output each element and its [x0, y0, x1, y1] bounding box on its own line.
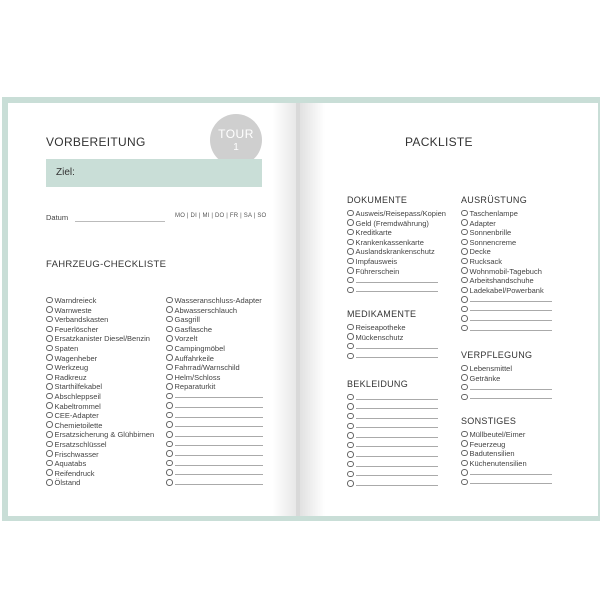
checklist-item [46, 344, 154, 354]
checklist-item [46, 440, 154, 450]
blank-checklist-item [166, 421, 263, 431]
checkbox-circle[interactable] [347, 333, 354, 340]
blank-checklist-item [347, 441, 438, 451]
checklist-item [46, 459, 154, 469]
section-title-sonstiges: SONSTIGES [461, 416, 517, 426]
checkbox-circle[interactable] [46, 297, 53, 304]
blank-write-line[interactable] [356, 348, 438, 349]
checklist-item [166, 306, 263, 316]
checkbox-circle[interactable] [461, 239, 468, 246]
checkbox-circle[interactable] [166, 421, 173, 428]
checklist-item-label: Abschleppseil [54, 391, 101, 401]
checklist-item [461, 219, 552, 229]
checklist-item [461, 286, 552, 296]
page-title-packliste: PACKLISTE [405, 135, 473, 149]
checkbox-circle[interactable] [347, 423, 354, 430]
blank-checklist-item [461, 393, 552, 403]
spine [296, 103, 300, 516]
checkbox-circle[interactable] [461, 219, 468, 226]
checklist-col-1 [46, 296, 154, 488]
checkbox-circle[interactable] [347, 480, 354, 487]
checklist-item-label: Impfausweis [355, 256, 398, 266]
blank-write-line[interactable] [470, 474, 552, 475]
checkbox-circle[interactable] [166, 469, 173, 476]
checkbox-circle[interactable] [166, 412, 173, 419]
blank-checklist-item [347, 342, 438, 352]
blank-write-line[interactable] [175, 445, 263, 446]
blank-checklist-item [347, 393, 438, 403]
checkbox-circle[interactable] [461, 277, 468, 284]
checkbox-circle[interactable] [347, 432, 354, 439]
list-verpflegung [461, 364, 552, 402]
checklist-item [46, 354, 154, 364]
checklist-item [347, 333, 438, 343]
checklist-item [46, 373, 154, 383]
section-title-ausruestung: AUSRÜSTUNG [461, 195, 528, 205]
blank-write-line[interactable] [356, 282, 438, 283]
checkbox-circle[interactable] [461, 229, 468, 236]
checkbox-circle[interactable] [46, 402, 53, 409]
blank-write-line[interactable] [175, 465, 263, 466]
checklist-item-label: Lebensmittel [469, 364, 513, 373]
blank-write-line[interactable] [175, 474, 263, 475]
checkbox-circle[interactable] [46, 326, 53, 333]
blank-write-line[interactable] [356, 427, 438, 428]
checklist-item-label: Kreditkarte [355, 228, 392, 238]
checkbox-circle[interactable] [461, 287, 468, 294]
checklist-item-label: Feuerzeug [469, 439, 506, 449]
blank-write-line[interactable] [175, 397, 263, 398]
checklist-item [46, 382, 154, 392]
checklist-item [46, 363, 154, 373]
blank-write-line[interactable] [175, 417, 263, 418]
checkbox-circle[interactable] [347, 442, 354, 449]
checkbox-circle[interactable] [347, 277, 354, 284]
list-bekleidung [347, 393, 438, 489]
blank-checklist-item [347, 276, 446, 286]
list-ausruestung [461, 209, 552, 334]
checklist-item-label: Spaten [54, 343, 79, 353]
checklist-item-label: Badutensilien [469, 449, 515, 459]
blank-write-line[interactable] [175, 426, 263, 427]
blank-write-line[interactable] [175, 436, 263, 437]
checklist-item [46, 478, 154, 488]
checklist-item [347, 219, 446, 229]
checklist-item [461, 449, 552, 459]
tour-number: 1 [233, 142, 239, 153]
checkbox-circle[interactable] [461, 450, 468, 457]
blank-checklist-item [347, 286, 446, 296]
checklist-item-label: Auffahrkeile [174, 353, 214, 363]
checkbox-circle[interactable] [347, 413, 354, 420]
checklist-item-label: Wagenheber [54, 353, 98, 363]
checkbox-circle[interactable] [461, 267, 468, 274]
checklist-item-label: Ersatzkanister Diesel/Benzin [54, 334, 150, 344]
checkbox-circle[interactable] [46, 364, 53, 371]
checklist-item-label: Reifendruck [54, 468, 95, 478]
section-title-verpflegung: VERPFLEGUNG [461, 350, 533, 360]
checkbox-circle[interactable] [461, 306, 468, 313]
checklist-item [347, 247, 446, 257]
checklist-item-label: Chemietoilette [54, 420, 103, 430]
blank-checklist-item [166, 411, 263, 421]
checkbox-circle[interactable] [46, 469, 53, 476]
checkbox-circle[interactable] [347, 343, 354, 350]
checkbox-circle[interactable] [461, 440, 468, 447]
checklist-item-label: Campingmöbel [174, 343, 225, 353]
checkbox-circle[interactable] [166, 441, 173, 448]
checkbox-circle[interactable] [166, 297, 173, 304]
checklist-item [46, 430, 154, 440]
checkbox-circle[interactable] [347, 248, 354, 255]
checklist-item-label: Taschenlampe [469, 209, 518, 218]
blank-checklist-item [347, 479, 438, 489]
checkbox-circle[interactable] [461, 469, 468, 476]
checklist-item-label: Starthilfekabel [54, 382, 103, 392]
blank-write-line[interactable] [356, 446, 438, 447]
blank-checklist-item [347, 431, 438, 441]
checklist-item-label: Rucksack [469, 256, 503, 266]
checkbox-circle[interactable] [46, 450, 53, 457]
checkbox-circle[interactable] [461, 374, 468, 381]
checklist-item-label: Decke [469, 247, 491, 257]
checklist-item-label: CEE-Adapter [54, 411, 99, 421]
checklist-item-label: Abwasserschlauch [174, 305, 238, 315]
checklist-item-label: Krankenkassenkarte [355, 237, 424, 247]
checklist-item [461, 459, 552, 469]
blank-write-line[interactable] [175, 407, 263, 408]
checkbox-circle[interactable] [166, 335, 173, 342]
blank-checklist-item [166, 402, 263, 412]
blank-write-line[interactable] [175, 484, 263, 485]
section-title-fahrzeug-checkliste: FAHRZEUG-CHECKLISTE [46, 259, 167, 270]
checklist-col-2 [166, 296, 263, 488]
checkbox-circle[interactable] [46, 412, 53, 419]
checklist-item [461, 228, 552, 238]
checklist-item [347, 228, 446, 238]
blank-checklist-item [347, 412, 438, 422]
checklist-item [46, 296, 154, 306]
checklist-item [461, 257, 552, 267]
checklist-item-label: Radkreuz [54, 372, 87, 382]
checklist-item-label: Müllbeutel/Eimer [469, 430, 526, 439]
checklist-item-label: Geld (Fremdwährung) [355, 218, 429, 228]
checkbox-circle[interactable] [46, 374, 53, 381]
list-dokumente [347, 209, 446, 295]
checklist-item [46, 450, 154, 460]
ziel-field[interactable] [46, 159, 262, 187]
checklist-item [461, 238, 552, 248]
checkbox-circle[interactable] [461, 325, 468, 332]
checklist-item [166, 344, 263, 354]
checkbox-circle[interactable] [166, 393, 173, 400]
checkbox-circle[interactable] [347, 229, 354, 236]
list-medikamente [347, 323, 438, 361]
checkbox-circle[interactable] [347, 210, 354, 217]
checkbox-circle[interactable] [166, 374, 173, 381]
checkbox-circle[interactable] [166, 345, 173, 352]
checklist-item [46, 469, 154, 479]
checklist-item [46, 334, 154, 344]
blank-write-line[interactable] [470, 398, 552, 399]
checklist-item [166, 334, 263, 344]
checkbox-circle[interactable] [166, 431, 173, 438]
checklist-item-label: Aquatabs [54, 459, 87, 469]
blank-write-line[interactable] [356, 291, 438, 292]
checkbox-circle[interactable] [46, 383, 53, 390]
datum-label: Datum [46, 213, 69, 222]
checklist-item-label: Verbandskasten [54, 315, 109, 325]
checkbox-circle[interactable] [46, 441, 53, 448]
blank-write-line[interactable] [356, 408, 438, 409]
checkbox-circle[interactable] [347, 471, 354, 478]
checklist-item [347, 323, 438, 333]
checklist-item-label: Arbeitshandschuhe [469, 276, 534, 286]
tour-label: TOUR [218, 127, 254, 141]
checklist-item [461, 440, 552, 450]
checkbox-circle[interactable] [46, 460, 53, 467]
blank-write-line[interactable] [356, 399, 438, 400]
blank-checklist-item [461, 383, 552, 393]
checkbox-circle[interactable] [347, 353, 354, 360]
checkbox-circle[interactable] [347, 451, 354, 458]
checkbox-circle[interactable] [46, 306, 53, 313]
section-title-medikamente: MEDIKAMENTE [347, 309, 417, 319]
checklist-item [46, 315, 154, 325]
checklist-item [461, 374, 552, 384]
checkbox-circle[interactable] [461, 460, 468, 467]
checklist-item-label: Warndreieck [54, 296, 97, 305]
checkbox-circle[interactable] [461, 248, 468, 255]
blank-write-line[interactable] [470, 389, 552, 390]
checklist-item [461, 364, 552, 374]
gutter-shadow-left [272, 103, 298, 516]
checklist-item-label: Ausweis/Reisepass/Kopien [355, 209, 446, 218]
checklist-item-label: Helm/Schloss [174, 372, 221, 382]
section-title-bekleidung: BEKLEIDUNG [347, 379, 409, 389]
checklist-item [166, 373, 263, 383]
blank-checklist-item [461, 315, 552, 325]
checkbox-circle[interactable] [461, 315, 468, 322]
checklist-item-label: Sonnencreme [469, 237, 517, 247]
checkbox-circle[interactable] [166, 364, 173, 371]
checkbox-circle[interactable] [461, 431, 468, 438]
blank-write-line[interactable] [470, 301, 552, 302]
checklist-item [347, 257, 446, 267]
checklist-item-label: Ölstand [54, 478, 81, 488]
checkbox-circle[interactable] [166, 402, 173, 409]
checkbox-circle[interactable] [461, 479, 468, 486]
blank-write-line[interactable] [356, 357, 438, 358]
blank-write-line[interactable] [470, 330, 552, 331]
blank-checklist-item [166, 440, 263, 450]
checklist-item [461, 247, 552, 257]
checkbox-circle[interactable] [46, 316, 53, 323]
checklist-item [461, 209, 552, 219]
checklist-item-label: Gasflasche [174, 324, 213, 334]
checklist-item [347, 209, 446, 219]
checkbox-circle[interactable] [347, 287, 354, 294]
blank-checklist-item [166, 392, 263, 402]
section-title-dokumente: DOKUMENTE [347, 195, 408, 205]
checkbox-circle[interactable] [347, 258, 354, 265]
blank-checklist-item [347, 451, 438, 461]
checklist-item-label: Fahrrad/Warnschild [174, 363, 240, 373]
checklist-item-label: Kabeltrommel [54, 401, 101, 411]
checklist-item-label: Getränke [469, 373, 501, 383]
checkbox-circle[interactable] [347, 324, 354, 331]
blank-checklist-item [347, 403, 438, 413]
checklist-item [46, 411, 154, 421]
checklist-item-label: Auslandskrankenschutz [355, 247, 435, 257]
checkbox-circle[interactable] [166, 479, 173, 486]
blank-write-line[interactable] [356, 437, 438, 438]
checklist-item-label: Werkzeug [54, 363, 89, 373]
checkbox-circle[interactable] [166, 316, 173, 323]
checklist-item [166, 354, 263, 364]
checkbox-circle[interactable] [46, 393, 53, 400]
checkbox-circle[interactable] [166, 383, 173, 390]
blank-checklist-item [166, 478, 263, 488]
blank-write-line[interactable] [356, 418, 438, 419]
checklist-item-label: Führerschein [355, 266, 400, 276]
checklist-item [46, 306, 154, 316]
checklist-item-label: Adapter [469, 218, 496, 228]
checklist-item-label: Vorzelt [174, 334, 198, 344]
checkbox-circle[interactable] [166, 326, 173, 333]
blank-checklist-item [347, 422, 438, 432]
checklist-item-label: Wohnmobil-Tagebuch [469, 266, 542, 276]
gutter-shadow-right [299, 103, 325, 516]
checklist-item-label: Frischwasser [54, 449, 99, 459]
checklist-item [347, 238, 446, 248]
checklist-item [46, 421, 154, 431]
blank-checklist-item [347, 460, 438, 470]
checklist-item-label: Feuerlöscher [54, 324, 99, 334]
blank-checklist-item [166, 430, 263, 440]
checkbox-circle[interactable] [46, 335, 53, 342]
checklist-item [347, 267, 446, 277]
blank-write-line[interactable] [470, 310, 552, 311]
checklist-item [461, 276, 552, 286]
checklist-item [46, 325, 154, 335]
checklist-item [166, 325, 263, 335]
blank-write-line[interactable] [356, 475, 438, 476]
checklist-item [166, 382, 263, 392]
weekday-selector[interactable]: MO | DI | MI | DO | FR | SA | SO [175, 213, 267, 219]
checklist-item-label: Reiseapotheke [355, 323, 406, 332]
list-sonstiges [461, 430, 552, 488]
blank-checklist-item [461, 305, 552, 315]
checkbox-circle[interactable] [347, 239, 354, 246]
blank-write-line[interactable] [470, 483, 552, 484]
checklist-item [166, 296, 263, 306]
checklist-item-label: Sonnenbrille [469, 228, 512, 238]
blank-checklist-item [461, 295, 552, 305]
checkbox-circle[interactable] [461, 296, 468, 303]
checkbox-circle[interactable] [347, 219, 354, 226]
blank-checklist-item [166, 469, 263, 479]
checklist-item [46, 392, 154, 402]
checklist-item-label: Gasgrill [174, 315, 200, 325]
checkbox-circle[interactable] [166, 450, 173, 457]
checklist-item [461, 430, 552, 440]
blank-checklist-item [461, 468, 552, 478]
checkbox-circle[interactable] [347, 461, 354, 468]
checklist-item-label: Reparaturkit [174, 382, 216, 392]
blank-write-line[interactable] [356, 456, 438, 457]
blank-write-line[interactable] [470, 320, 552, 321]
blank-write-line[interactable] [356, 466, 438, 467]
checkbox-circle[interactable] [166, 460, 173, 467]
datum-field[interactable] [75, 221, 165, 222]
checkbox-circle[interactable] [46, 421, 53, 428]
checkbox-circle[interactable] [347, 394, 354, 401]
blank-checklist-item [347, 352, 438, 362]
checklist-item-label: Ersatzsicherung & Glühbirnen [54, 430, 155, 440]
checklist-item-label: Warnweste [54, 305, 92, 315]
checkbox-circle[interactable] [46, 354, 53, 361]
checklist-item [46, 402, 154, 412]
page-title-vorbereitung: VORBEREITUNG [46, 135, 146, 149]
checkbox-circle[interactable] [46, 479, 53, 486]
blank-checklist-item [166, 459, 263, 469]
checkbox-circle[interactable] [461, 258, 468, 265]
checkbox-circle[interactable] [461, 384, 468, 391]
checklist-item-label: Mückenschutz [355, 332, 404, 342]
blank-write-line[interactable] [175, 455, 263, 456]
checkbox-circle[interactable] [347, 267, 354, 274]
checklist-item-label: Küchenutensilien [469, 458, 527, 468]
blank-checklist-item [347, 470, 438, 480]
checkbox-circle[interactable] [46, 345, 53, 352]
checkbox-circle[interactable] [166, 306, 173, 313]
checklist-item-label: Wasseranschluss-Adapter [174, 296, 262, 305]
checklist-item-label: Ladekabel/Powerbank [469, 285, 544, 295]
ziel-label: Ziel: [56, 167, 75, 178]
checklist-item [461, 267, 552, 277]
checklist-item-label: Ersatzschlüssel [54, 439, 107, 449]
right-page [300, 103, 598, 516]
blank-checklist-item [461, 478, 552, 488]
checkbox-circle[interactable] [461, 365, 468, 372]
checkbox-circle[interactable] [461, 394, 468, 401]
checklist-item [166, 315, 263, 325]
blank-checklist-item [166, 450, 263, 460]
checkbox-circle[interactable] [46, 431, 53, 438]
checkbox-circle[interactable] [166, 354, 173, 361]
checkbox-circle[interactable] [347, 403, 354, 410]
checkbox-circle[interactable] [461, 210, 468, 217]
blank-write-line[interactable] [356, 485, 438, 486]
checklist-item [166, 363, 263, 373]
blank-checklist-item [461, 324, 552, 334]
